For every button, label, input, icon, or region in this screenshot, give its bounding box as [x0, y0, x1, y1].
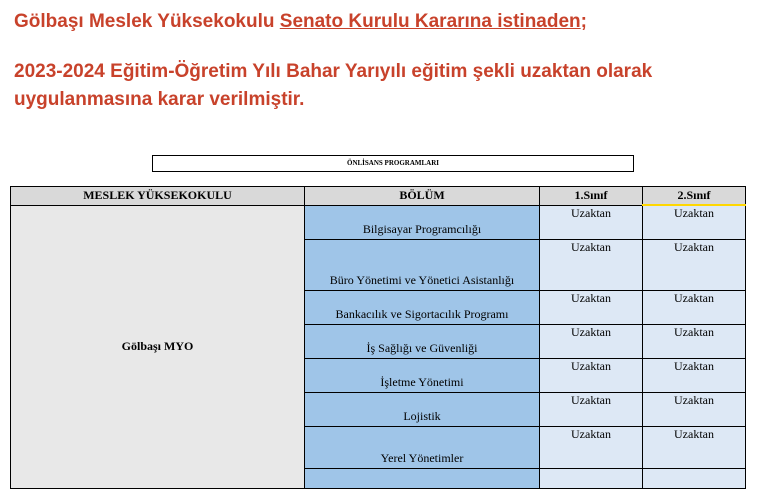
department-name: Bilgisayar Programcılığı — [305, 205, 540, 239]
table-header-row — [11, 187, 746, 206]
class-2-mode: Uzaktan — [643, 239, 746, 290]
heading-suffix: ; — [580, 11, 587, 32]
announcement-heading — [14, 11, 587, 33]
department-name: İş Sağlığı ve Güvenliği — [305, 324, 540, 358]
header-class-2: 2.Sınıf — [643, 187, 746, 206]
header-department: BÖLÜM — [305, 187, 540, 206]
header-school: MESLEK YÜKSEKOKULU — [11, 187, 305, 206]
class-2-mode: Uzaktan — [643, 205, 746, 239]
program-table — [10, 186, 746, 489]
department-name: İşletme Yönetimi — [305, 358, 540, 392]
class-1-mode: Uzaktan — [540, 205, 643, 239]
heading-senate-decision: Senato Kurulu Kararına istinaden — [279, 11, 581, 32]
class-1-mode: Uzaktan — [540, 290, 643, 324]
class-1-mode: Uzaktan — [540, 426, 643, 468]
class-1-mode: Uzaktan — [540, 239, 643, 290]
class-1-mode: Uzaktan — [540, 392, 643, 426]
class-2-mode: Uzaktan — [643, 358, 746, 392]
class-2-mode: Uzaktan — [643, 392, 746, 426]
class-2-mode: Uzaktan — [643, 290, 746, 324]
department-name: Lojistik — [305, 392, 540, 426]
class-2-mode: Uzaktan — [643, 426, 746, 468]
table-row — [11, 205, 746, 239]
section-title: ÖNLİSANS PROGRAMLARI — [152, 155, 634, 172]
department-name: Yerel Yönetimler — [305, 426, 540, 468]
class-1-mode: Uzaktan — [540, 358, 643, 392]
header-class-1: 1.Sınıf — [540, 187, 643, 206]
heading-prefix: Gölbaşı Meslek Yüksekokulu — [14, 11, 280, 32]
department-name: Bankacılık ve Sigortacılık Programı — [305, 290, 540, 324]
school-name: Gölbaşı MYO — [11, 205, 305, 488]
department-name: Büro Yönetimi ve Yönetici Asistanlığı — [305, 239, 540, 290]
class-2-mode: Uzaktan — [643, 324, 746, 358]
announcement-body: 2023-2024 Eğitim-Öğretim Yılı Bahar Yarıyılı eğitim şekli uzaktan olarak uygulanmasına karar verilmiştir. — [14, 61, 653, 110]
class-1-mode: Uzaktan — [540, 324, 643, 358]
